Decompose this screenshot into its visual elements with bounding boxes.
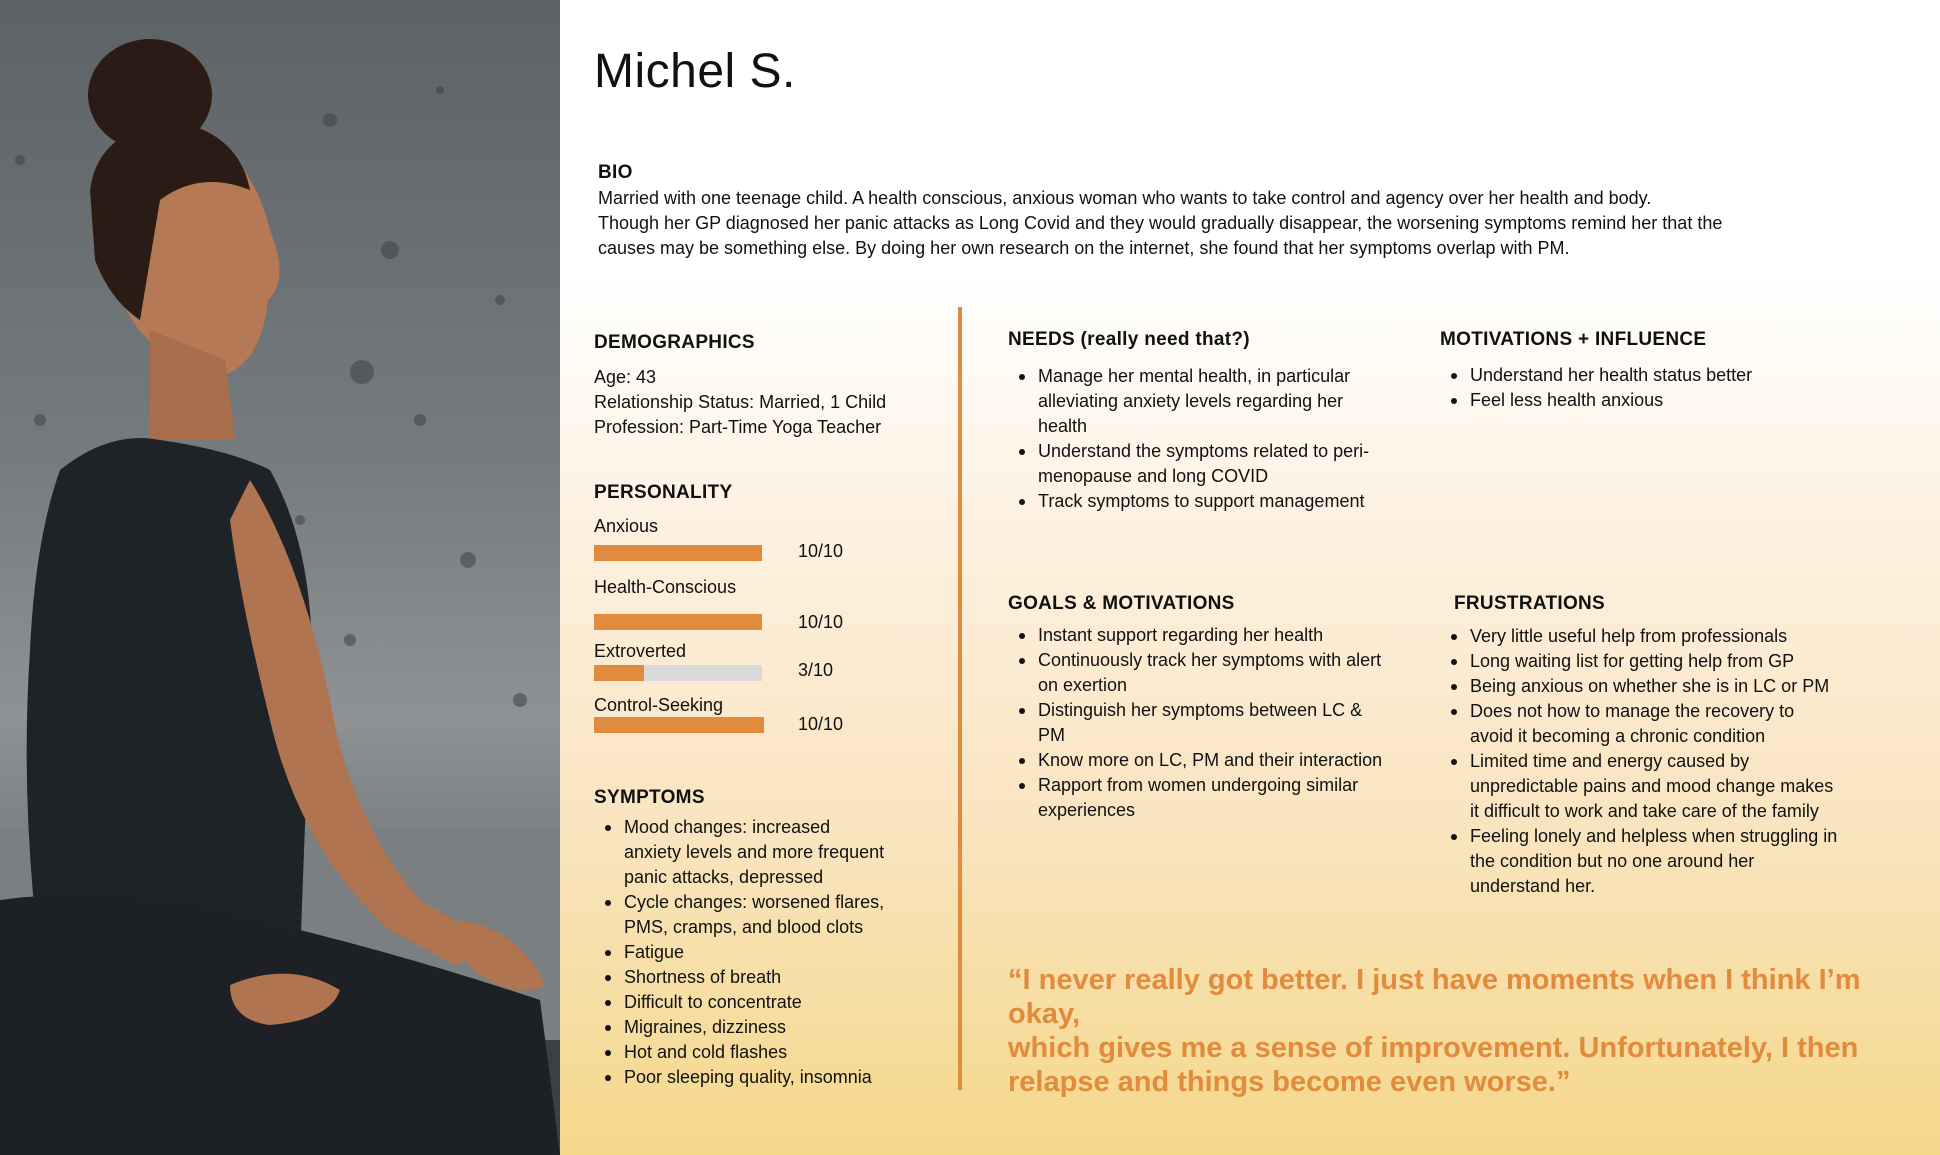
quote-line: which gives me a sense of improvement. Unfortunately, I then	[1008, 1032, 1859, 1064]
list-item	[594, 890, 944, 940]
trait-bar-anxious	[594, 545, 762, 561]
trait-bar-fill	[594, 717, 764, 733]
list-item	[1008, 648, 1428, 698]
list-item-line: Cycle changes: worsened flares,	[624, 892, 885, 912]
list-item	[594, 1040, 944, 1065]
list-item-line: Shortness of breath	[624, 967, 782, 987]
list-item-line: PM	[1038, 725, 1065, 745]
frustrations-list	[1440, 624, 1910, 899]
trait-score-control-seeking: 10/10	[798, 714, 844, 734]
list-item-line: on exertion	[1038, 675, 1128, 695]
list-item-line: Hot and cold flashes	[624, 1042, 788, 1062]
list-item	[1008, 748, 1428, 773]
list-item	[1008, 698, 1428, 748]
list-item-line: Mood changes: increased	[624, 817, 831, 837]
list-item-line: Manage her mental health, in particular	[1038, 366, 1351, 386]
trait-bar-fill	[594, 545, 762, 561]
list-item-line: the condition but no one around her	[1470, 851, 1755, 871]
trait-bar-fill	[594, 665, 644, 681]
list-item-line: panic attacks, depressed	[624, 867, 824, 887]
list-item	[1008, 773, 1428, 823]
list-item-line: Understand her health status better	[1470, 365, 1753, 385]
trait-bar-control-seeking	[594, 717, 764, 733]
demographics-relationship: Relationship Status: Married, 1 Child	[594, 392, 887, 412]
list-item-line: health	[1038, 416, 1088, 436]
list-item-line: Migraines, dizziness	[624, 1017, 787, 1037]
list-item	[1440, 674, 1910, 699]
list-item	[1440, 824, 1910, 899]
list-item-line: menopause and long COVID	[1038, 466, 1269, 486]
goals-heading: GOALS & MOTIVATIONS	[1008, 593, 1235, 614]
motivations-influence-list	[1440, 363, 1910, 413]
list-item-line: Track symptoms to support management	[1038, 491, 1365, 511]
trait-score-anxious: 10/10	[798, 541, 844, 561]
list-item-line: Instant support regarding her health	[1038, 625, 1324, 645]
list-item-line: Limited time and energy caused by	[1470, 751, 1750, 771]
persona-name: Michel S.	[594, 45, 796, 98]
list-item	[594, 1065, 944, 1090]
list-item-line: understand her.	[1470, 876, 1596, 896]
list-item	[1440, 699, 1910, 749]
list-item-line: unpredictable pains and mood change makes	[1470, 776, 1834, 796]
motivations-influence-heading: MOTIVATIONS + INFLUENCE	[1440, 329, 1707, 350]
bio-line: Though her GP diagnosed her panic attacks as Long Covid and they would gradually disappear, the worsening symptoms remind her that the	[598, 213, 1723, 233]
list-item-line: avoid it becoming a chronic condition	[1470, 726, 1766, 746]
list-item-line: Very little useful help from professionals	[1470, 626, 1788, 646]
list-item	[594, 965, 944, 990]
trait-label-extroverted: Extroverted	[594, 641, 687, 661]
quote-line: relapse and things become even worse.”	[1008, 1066, 1571, 1098]
needs-list	[1008, 364, 1428, 514]
list-item-line: Distinguish her symptoms between LC &	[1038, 700, 1363, 720]
list-item-line: Continuously track her symptoms with alert	[1038, 650, 1382, 670]
demographics-heading: DEMOGRAPHICS	[594, 332, 755, 353]
demographics-profession: Profession: Part-Time Yoga Teacher	[594, 417, 882, 437]
list-item-line: Fatigue	[624, 942, 685, 962]
list-item-line: anxiety levels and more frequent	[624, 842, 885, 862]
demographics-details	[594, 365, 944, 440]
list-item	[1008, 439, 1428, 489]
meditating-woman-illustration	[0, 0, 560, 1155]
list-item-line: Being anxious on whether she is in LC or PM	[1470, 676, 1830, 696]
bio-text	[598, 186, 1918, 261]
list-item-line: Difficult to concentrate	[624, 992, 802, 1012]
list-item-line: Feel less health anxious	[1470, 390, 1664, 410]
quote-line: “I never really got better. I just have moments when I think I’m okay,	[1008, 964, 1861, 1030]
list-item	[1008, 364, 1428, 439]
bio-line: causes may be something else. By doing her own research on the internet, she found that her symptoms overlap with PM.	[598, 238, 1570, 258]
needs-heading: NEEDS (really need that?)	[1008, 329, 1250, 350]
trait-label-health-conscious: Health-Conscious	[594, 577, 737, 597]
trait-label-anxious: Anxious	[594, 516, 659, 536]
trait-score-health-conscious: 10/10	[798, 612, 844, 632]
persona-quote	[1008, 963, 1928, 1099]
list-item	[594, 940, 944, 965]
list-item-line: experiences	[1038, 800, 1136, 820]
list-item	[1440, 388, 1910, 413]
list-item	[1440, 624, 1910, 649]
trait-bar-fill	[594, 614, 762, 630]
list-item-line: alleviating anxiety levels regarding her	[1038, 391, 1344, 411]
frustrations-heading: FRUSTRATIONS	[1454, 593, 1606, 614]
list-item-line: Feeling lonely and helpless when struggling in	[1470, 826, 1838, 846]
list-item	[1008, 489, 1428, 514]
list-item-line: Understand the symptoms related to peri-	[1038, 441, 1370, 461]
list-item	[1440, 363, 1910, 388]
list-item	[594, 1015, 944, 1040]
symptoms-heading: SYMPTOMS	[594, 787, 705, 808]
persona-photo	[0, 0, 560, 1155]
trait-score-extroverted: 3/10	[798, 660, 834, 680]
persona-content	[560, 0, 1940, 1155]
list-item	[1440, 749, 1910, 824]
list-item	[1440, 649, 1910, 674]
list-item-line: it difficult to work and take care of the family	[1470, 801, 1819, 821]
column-divider	[958, 307, 962, 1090]
list-item-line: Poor sleeping quality, insomnia	[624, 1067, 872, 1087]
bio-heading: BIO	[598, 162, 633, 183]
list-item-line: Does not how to manage the recovery to	[1470, 701, 1795, 721]
demographics-age: Age: 43	[594, 367, 657, 387]
list-item	[594, 815, 944, 890]
list-item-line: PMS, cramps, and blood clots	[624, 917, 864, 937]
bio-line: Married with one teenage child. A health conscious, anxious woman who wants to take control and agency over her health and body.	[598, 188, 1652, 208]
trait-bar-extroverted	[594, 665, 762, 681]
list-item-line: Know more on LC, PM and their interaction	[1038, 750, 1383, 770]
trait-bar-health-conscious	[594, 614, 762, 630]
symptoms-list	[594, 815, 944, 1090]
personality-heading: PERSONALITY	[594, 482, 733, 503]
trait-label-control-seeking: Control-Seeking	[594, 695, 724, 715]
list-item	[1008, 623, 1428, 648]
list-item	[594, 990, 944, 1015]
list-item-line: Rapport from women undergoing similar	[1038, 775, 1359, 795]
list-item-line: Long waiting list for getting help from GP	[1470, 651, 1795, 671]
goals-list	[1008, 623, 1428, 823]
